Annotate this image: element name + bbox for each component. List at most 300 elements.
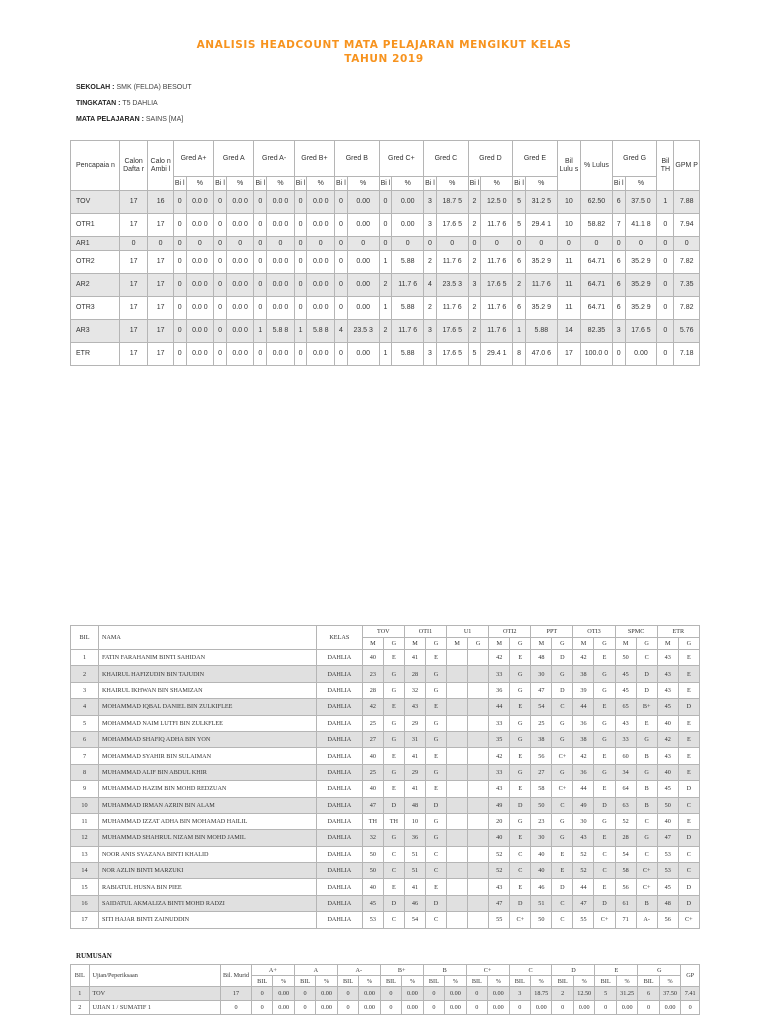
student-mark: 44 <box>573 699 594 715</box>
grade-pct: 0.00 <box>347 214 379 237</box>
student-grade: D <box>552 682 573 698</box>
student-grade <box>468 731 489 747</box>
grade-bil: 0 <box>379 191 392 214</box>
gpmp: 7.82 <box>674 251 700 274</box>
student-mark: 42 <box>362 699 383 715</box>
grade-bil: 5 <box>513 214 526 237</box>
student-mark: 44 <box>489 699 510 715</box>
rumusan-gp: 0 <box>681 1001 700 1015</box>
student-mark: 49 <box>573 797 594 813</box>
bil-th: 0 <box>657 251 674 274</box>
student-grade: D <box>636 682 657 698</box>
student-mark: 50 <box>531 797 552 813</box>
subheader-bil: Bi l <box>379 177 392 191</box>
subheader-pct: % <box>307 177 335 191</box>
student-mark: 51 <box>404 863 425 879</box>
summary-row <box>71 320 700 343</box>
subheader-m: M <box>657 638 678 650</box>
calon-daftar: 17 <box>119 251 148 274</box>
student-grade: G <box>383 764 404 780</box>
subheader-pct: % <box>481 177 513 191</box>
student-grade: G <box>552 715 573 731</box>
student-grade: E <box>594 650 615 666</box>
grade-pct: 17.6 5 <box>436 320 468 343</box>
subheader-bil: BIL <box>294 976 315 987</box>
grade-pct: 11.7 6 <box>481 297 513 320</box>
student-mark: 48 <box>531 650 552 666</box>
grade-bil: 0 <box>173 191 186 214</box>
rumusan-grade-pct: 18.75 <box>531 987 552 1001</box>
student-mark <box>447 666 468 682</box>
grade-bil: 0 <box>173 297 186 320</box>
grade-bil: 1 <box>294 320 307 343</box>
grade-bil: 0 <box>254 237 267 251</box>
sekolah-value: SMK (FELDA) BESOUT <box>116 84 192 91</box>
student-grade <box>468 748 489 764</box>
student-mark: 64 <box>615 781 636 797</box>
grade-pct: 5.8 8 <box>267 320 295 343</box>
student-mark: 61 <box>615 895 636 911</box>
student-bil: 3 <box>71 682 99 698</box>
student-kelas: DAHLIA <box>316 813 362 829</box>
header-grade: Gred D <box>468 141 513 177</box>
header-gp: GP <box>681 965 700 987</box>
grade-pct: 0.0 0 <box>307 191 335 214</box>
bil-th: 0 <box>657 297 674 320</box>
calon-ambil: 17 <box>148 297 173 320</box>
calon-daftar: 17 <box>119 343 148 366</box>
student-name: MOHAMMAD NAIM LUTFI BIN ZULKFLEE <box>98 715 316 731</box>
student-bil: 12 <box>71 830 99 846</box>
header-pct-lulus: % Lulus <box>581 141 613 191</box>
grade-bil: 4 <box>424 274 437 297</box>
grade-pct: 0.0 0 <box>186 251 214 274</box>
student-row <box>71 895 700 911</box>
student-mark <box>447 781 468 797</box>
summary-row <box>71 274 700 297</box>
calon-ambil: 17 <box>148 320 173 343</box>
student-grade: E <box>425 748 446 764</box>
grade-pct: 0.0 0 <box>267 297 295 320</box>
grade-bil: 3 <box>424 191 437 214</box>
rumusan-murid: 17 <box>221 987 252 1001</box>
student-grade: G <box>594 682 615 698</box>
row-label: AR2 <box>71 274 120 297</box>
grade-bil: 0 <box>294 191 307 214</box>
student-grade: D <box>678 781 699 797</box>
grade-pct: 11.7 6 <box>436 297 468 320</box>
student-grade: C <box>383 863 404 879</box>
student-grade: B <box>636 895 657 911</box>
grade-pct: 0.0 0 <box>186 297 214 320</box>
gred-g-bil: 6 <box>612 274 625 297</box>
student-mark: 40 <box>657 813 678 829</box>
student-grade: G <box>425 682 446 698</box>
rumusan-grade-bil: 0 <box>638 1001 659 1015</box>
student-grade: E <box>425 781 446 797</box>
subheader-bil: Bi l <box>214 177 227 191</box>
student-grade: C <box>678 846 699 862</box>
student-row <box>71 715 700 731</box>
student-mark: 43 <box>404 699 425 715</box>
bil-lulus: 14 <box>557 320 580 343</box>
header-grade: A- <box>337 965 380 976</box>
calon-ambil: 17 <box>148 214 173 237</box>
grade-bil: 5 <box>513 191 526 214</box>
subheader-bil: BIL <box>466 976 487 987</box>
student-mark: 28 <box>362 682 383 698</box>
rumusan-grade-bil: 6 <box>638 987 659 1001</box>
title-line-1: ANALISIS HEADCOUNT MATA PELAJARAN MENGIKUT KELAS <box>196 39 572 51</box>
student-grade: C <box>636 813 657 829</box>
student-mark: 43 <box>489 781 510 797</box>
grade-bil: 0 <box>254 214 267 237</box>
gred-g-pct: 35.2 9 <box>625 251 657 274</box>
grade-bil: 0 <box>294 343 307 366</box>
grade-pct: 5.8 8 <box>307 320 335 343</box>
student-grade: E <box>425 879 446 895</box>
gred-g-bil: 6 <box>612 251 625 274</box>
row-label: AR1 <box>71 237 120 251</box>
student-grade: C+ <box>594 912 615 928</box>
student-mark: 50 <box>362 863 383 879</box>
grade-bil: 1 <box>379 297 392 320</box>
student-bil: 6 <box>71 731 99 747</box>
bil-th: 1 <box>657 191 674 214</box>
student-mark: 38 <box>531 731 552 747</box>
student-row <box>71 682 700 698</box>
grade-bil: 0 <box>254 343 267 366</box>
rumusan-grade-pct: 37.50 <box>659 987 680 1001</box>
subheader-bil: Bi l <box>254 177 267 191</box>
student-mark: 71 <box>615 912 636 928</box>
grade-pct: 11.7 6 <box>436 251 468 274</box>
student-mark: 41 <box>404 879 425 895</box>
student-bil: 17 <box>71 912 99 928</box>
student-bil: 10 <box>71 797 99 813</box>
student-grade <box>468 863 489 879</box>
header-grade: Gred E <box>513 141 558 177</box>
student-grade: G <box>636 830 657 846</box>
student-mark: 45 <box>362 895 383 911</box>
subheader-pct: % <box>267 177 295 191</box>
student-mark: 25 <box>531 715 552 731</box>
student-grade <box>468 912 489 928</box>
student-mark: 42 <box>489 650 510 666</box>
student-mark: 41 <box>404 748 425 764</box>
calon-ambil: 17 <box>148 274 173 297</box>
student-mark: 54 <box>615 846 636 862</box>
student-mark: 42 <box>573 748 594 764</box>
rumusan-murid: 0 <box>221 1001 252 1015</box>
grade-pct: 18.7 5 <box>436 191 468 214</box>
row-label: OTR3 <box>71 297 120 320</box>
student-mark: 33 <box>489 666 510 682</box>
header-exam: TOV <box>362 626 404 638</box>
student-grade: E <box>594 879 615 895</box>
student-grade: C <box>594 863 615 879</box>
grade-bil: 2 <box>468 251 481 274</box>
grade-bil: 0 <box>173 214 186 237</box>
student-row <box>71 748 700 764</box>
student-mark: 32 <box>404 682 425 698</box>
grade-pct: 17.6 5 <box>436 343 468 366</box>
grade-pct: 23.5 3 <box>347 320 379 343</box>
rumusan-grade-bil: 0 <box>337 987 358 1001</box>
rumusan-ujian: UJIAN 1 / SUMATIF 1 <box>89 1001 221 1015</box>
student-grade: G <box>510 666 531 682</box>
gred-g-pct: 37.5 0 <box>625 191 657 214</box>
student-grade: G <box>510 813 531 829</box>
student-grade: D <box>678 895 699 911</box>
student-mark: 44 <box>573 879 594 895</box>
grade-bil: 0 <box>294 251 307 274</box>
grade-pct: 0.00 <box>347 297 379 320</box>
grade-pct: 0 <box>226 237 254 251</box>
student-name: MUHAMMAD HAZIM BIN MOHD REDZUAN <box>98 781 316 797</box>
student-mark <box>447 715 468 731</box>
rumusan-grade-bil: 0 <box>380 987 401 1001</box>
grade-pct: 0.0 0 <box>226 297 254 320</box>
subheader-pct: % <box>273 976 294 987</box>
title-line-2: TAHUN 2019 <box>344 53 424 65</box>
pct-lulus: 64.71 <box>581 274 613 297</box>
student-row <box>71 797 700 813</box>
student-grade: D <box>678 699 699 715</box>
bil-lulus: 0 <box>557 237 580 251</box>
student-grade: G <box>510 731 531 747</box>
gred-g-bil: 7 <box>612 214 625 237</box>
student-grade: C <box>383 912 404 928</box>
subheader-pct: % <box>347 177 379 191</box>
rumusan-bil: 1 <box>71 987 90 1001</box>
grade-bil: 1 <box>254 320 267 343</box>
student-mark: 40 <box>362 748 383 764</box>
student-grade: G <box>425 813 446 829</box>
header-grade: Gred B+ <box>294 141 334 177</box>
student-bil: 15 <box>71 879 99 895</box>
student-mark: 47 <box>573 895 594 911</box>
rumusan-grade-bil: 0 <box>466 987 487 1001</box>
subheader-pct: % <box>186 177 214 191</box>
student-name: SAIDATUL AKMALIZA BINTI MOHD RADZI <box>98 895 316 911</box>
grade-pct: 35.2 9 <box>525 251 557 274</box>
rumusan-row <box>71 987 700 1001</box>
student-mark: 52 <box>573 846 594 862</box>
grade-bil: 0 <box>294 297 307 320</box>
row-label: ETR <box>71 343 120 366</box>
student-bil: 11 <box>71 813 99 829</box>
student-mark: 55 <box>573 912 594 928</box>
bil-th: 0 <box>657 320 674 343</box>
student-grade: G <box>383 682 404 698</box>
student-kelas: DAHLIA <box>316 863 362 879</box>
student-grade: G <box>510 682 531 698</box>
student-row <box>71 781 700 797</box>
student-mark: 56 <box>615 879 636 895</box>
student-mark: 53 <box>657 863 678 879</box>
calon-ambil: 16 <box>148 191 173 214</box>
grade-bil: 0 <box>214 320 227 343</box>
student-mark: 56 <box>657 912 678 928</box>
bil-lulus: 11 <box>557 274 580 297</box>
student-grade <box>468 699 489 715</box>
calon-ambil: 17 <box>148 343 173 366</box>
header-calon-daftar: Calon Dafta r <box>119 141 148 191</box>
subheader-g: G <box>678 638 699 650</box>
calon-ambil: 0 <box>148 237 173 251</box>
student-mark: 36 <box>404 830 425 846</box>
grade-bil: 2 <box>468 320 481 343</box>
student-mark <box>447 682 468 698</box>
gred-g-bil: 0 <box>612 237 625 251</box>
student-grade: G <box>425 666 446 682</box>
grade-pct: 0.0 0 <box>186 214 214 237</box>
student-mark: 33 <box>489 715 510 731</box>
student-kelas: DAHLIA <box>316 830 362 846</box>
student-grade: E <box>510 879 531 895</box>
student-grade: G <box>594 813 615 829</box>
student-mark <box>447 830 468 846</box>
calon-daftar: 17 <box>119 297 148 320</box>
gred-g-pct: 41.1 8 <box>625 214 657 237</box>
student-grade: G <box>425 715 446 731</box>
student-mark: 55 <box>489 912 510 928</box>
student-grade: D <box>678 830 699 846</box>
grade-bil: 0 <box>513 237 526 251</box>
student-grade <box>468 764 489 780</box>
sekolah-row <box>76 84 192 91</box>
subheader-m: M <box>615 638 636 650</box>
tingkatan-row <box>76 100 158 107</box>
grade-bil: 0 <box>214 274 227 297</box>
student-grade: E <box>678 748 699 764</box>
pct-lulus: 58.82 <box>581 214 613 237</box>
student-name: MUHAMMAD IRMAN AZRIN BIN ALAM <box>98 797 316 813</box>
header-grade: A+ <box>251 965 294 976</box>
student-bil: 14 <box>71 863 99 879</box>
grade-pct: 0.0 0 <box>267 191 295 214</box>
student-grade <box>468 781 489 797</box>
subheader-m: M <box>573 638 594 650</box>
student-grade: C <box>636 650 657 666</box>
gred-g-pct: 35.2 9 <box>625 274 657 297</box>
grade-pct: 0.0 0 <box>267 274 295 297</box>
subheader-bil: BIL <box>337 976 358 987</box>
grade-bil: 1 <box>379 343 392 366</box>
student-grade: G <box>594 764 615 780</box>
page-title <box>0 38 768 66</box>
rumusan-header-row <box>71 965 700 976</box>
student-row <box>71 764 700 780</box>
student-marks-table <box>70 625 700 929</box>
student-mark: 45 <box>615 666 636 682</box>
student-mark: 50 <box>531 912 552 928</box>
grade-bil: 0 <box>379 237 392 251</box>
grade-bil: 6 <box>513 297 526 320</box>
grade-pct: 5.88 <box>392 343 424 366</box>
grade-pct: 11.7 6 <box>481 320 513 343</box>
header-grade: Gred B <box>335 141 380 177</box>
student-mark: 56 <box>531 748 552 764</box>
student-grade: E <box>510 748 531 764</box>
grade-pct: 0.0 0 <box>226 214 254 237</box>
rumusan-grade-bil: 0 <box>552 1001 573 1015</box>
student-mark: 33 <box>489 764 510 780</box>
student-grade: E <box>678 764 699 780</box>
grade-pct: 0 <box>267 237 295 251</box>
rumusan-grade-pct: 0.00 <box>659 1001 680 1015</box>
header-grade: B <box>423 965 466 976</box>
student-grade <box>468 682 489 698</box>
gpmp: 7.82 <box>674 297 700 320</box>
student-mark: 54 <box>404 912 425 928</box>
student-mark <box>447 863 468 879</box>
subheader-bil: Bi l <box>173 177 186 191</box>
student-bil: 7 <box>71 748 99 764</box>
grade-pct: 0.0 0 <box>307 343 335 366</box>
student-grade: D <box>636 666 657 682</box>
student-mark: 45 <box>657 781 678 797</box>
rumusan-grade-pct: 0.00 <box>316 1001 337 1015</box>
grade-pct: 0.0 0 <box>226 251 254 274</box>
subheader-pct: % <box>659 976 680 987</box>
rumusan-grade-pct: 0.00 <box>616 1001 637 1015</box>
student-mark: 30 <box>531 666 552 682</box>
student-grade: D <box>552 650 573 666</box>
student-grade: E <box>678 666 699 682</box>
rumusan-grade-bil: 0 <box>251 987 272 1001</box>
pct-lulus: 0 <box>581 237 613 251</box>
subheader-m: M <box>531 638 552 650</box>
student-mark: 53 <box>362 912 383 928</box>
rumusan-grade-bil: 0 <box>466 1001 487 1015</box>
rumusan-grade-pct: 0.00 <box>445 1001 466 1015</box>
student-grade: C+ <box>678 912 699 928</box>
bil-lulus: 10 <box>557 214 580 237</box>
gred-g-pct: 17.6 5 <box>625 320 657 343</box>
student-grade: D <box>383 797 404 813</box>
grade-pct: 35.2 9 <box>525 297 557 320</box>
grade-bil: 0 <box>335 274 348 297</box>
rumusan-grade-pct: 12.50 <box>573 987 594 1001</box>
calon-daftar: 17 <box>119 214 148 237</box>
rumusan-grade-pct: 0.00 <box>359 1001 380 1015</box>
grade-bil: 2 <box>379 320 392 343</box>
grade-bil: 0 <box>335 343 348 366</box>
student-grade: G <box>510 715 531 731</box>
header-exam: OTI1 <box>404 626 446 638</box>
grade-pct: 29.4 1 <box>481 343 513 366</box>
student-grade: A- <box>636 912 657 928</box>
student-mark: 31 <box>404 731 425 747</box>
student-bil: 5 <box>71 715 99 731</box>
header-kelas: KELAS <box>316 626 362 650</box>
student-grade: G <box>594 731 615 747</box>
calon-daftar: 17 <box>119 320 148 343</box>
header-gpmp: GPM P <box>674 141 700 191</box>
student-mark: 48 <box>657 895 678 911</box>
grade-bil: 0 <box>424 237 437 251</box>
student-grade: E <box>594 699 615 715</box>
grade-pct: 0.00 <box>392 191 424 214</box>
gred-g-bil: 0 <box>612 343 625 366</box>
rumusan-grade-bil: 0 <box>251 1001 272 1015</box>
tingkatan-value: T5 DAHLIA <box>122 100 158 107</box>
grade-pct: 0.0 0 <box>307 251 335 274</box>
student-name: RABIATUL HUSNA BIN PIEE <box>98 879 316 895</box>
student-bil: 1 <box>71 650 99 666</box>
